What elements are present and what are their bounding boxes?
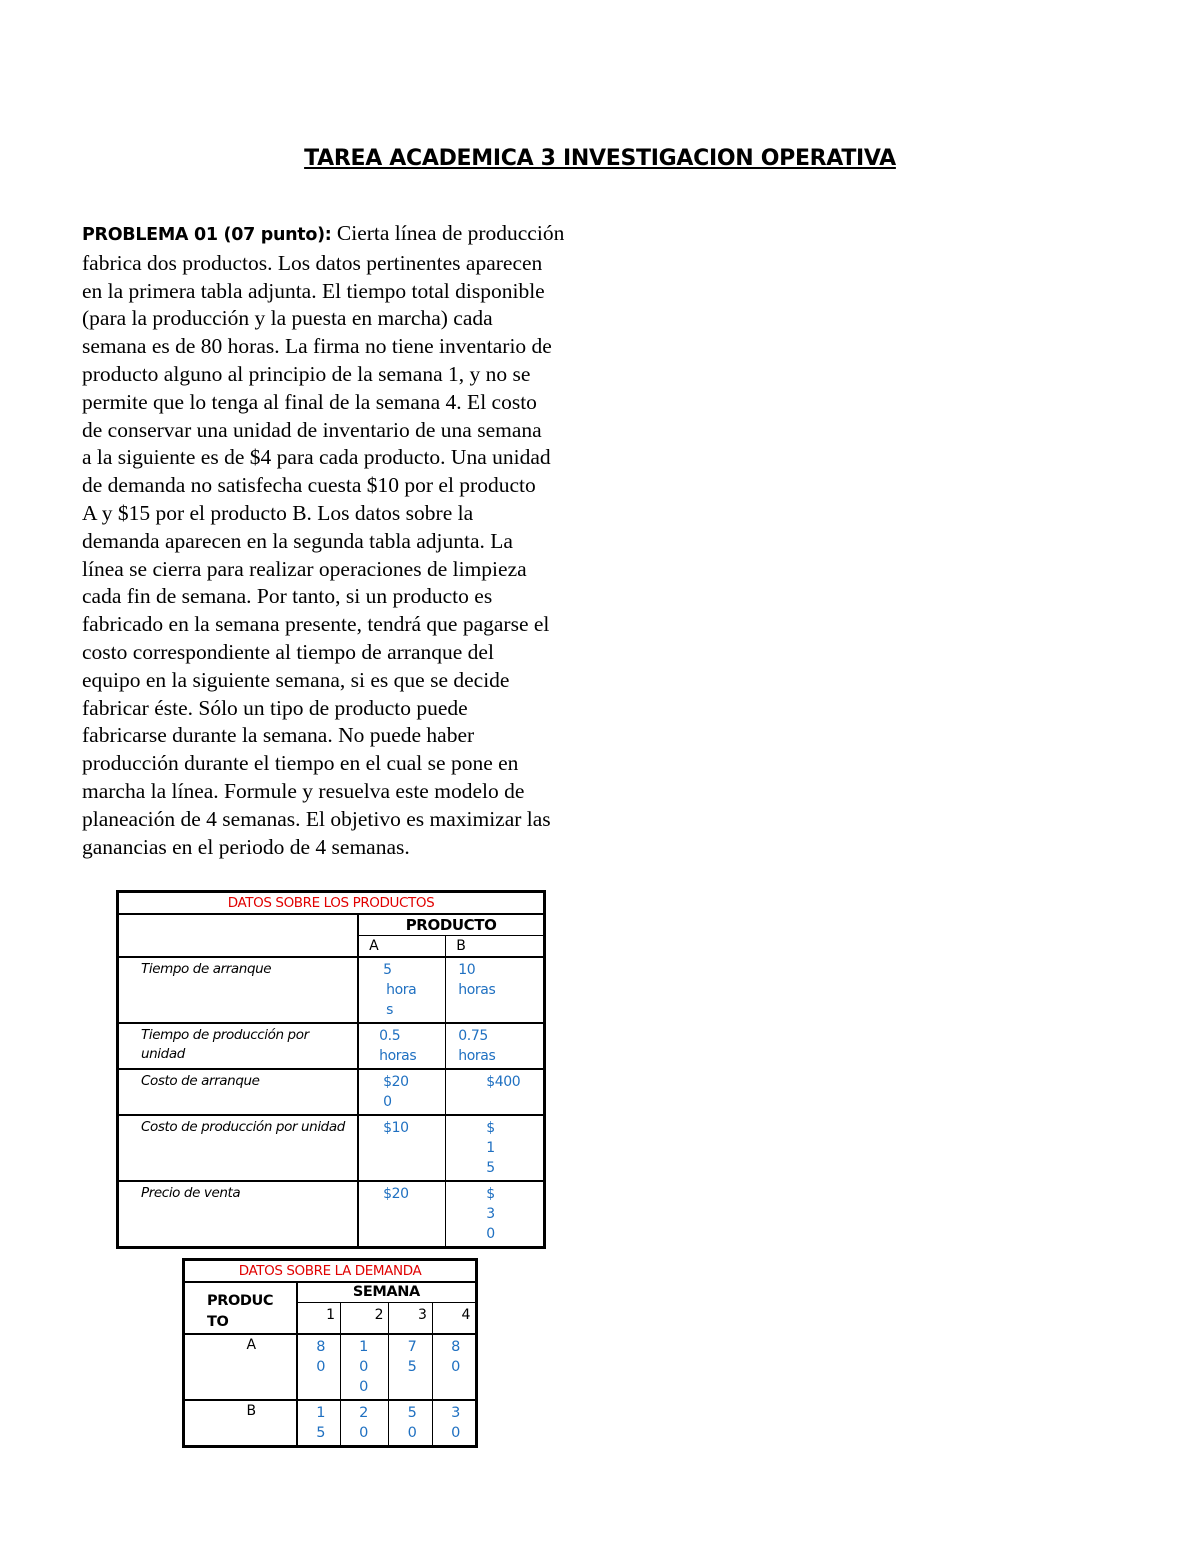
problem-line: línea se cierra para realizar operaciones de limpieza bbox=[82, 556, 527, 581]
problem-line: Cierta línea de producción bbox=[331, 221, 565, 245]
products-col-a: A bbox=[358, 936, 446, 958]
cell-a: $10 bbox=[358, 1115, 446, 1181]
problem-line: producto alguno al principio de la semana 1, y no se bbox=[82, 361, 531, 386]
problem-line: de conservar una unidad de inventario de una semana bbox=[82, 417, 542, 442]
product-label: B bbox=[184, 1400, 297, 1447]
demand-cell: 7 5 bbox=[389, 1334, 432, 1400]
problem-line: (para la producción y la puesta en marcha) cada bbox=[82, 306, 493, 331]
week-header: 2 bbox=[340, 1302, 388, 1334]
problem-statement bbox=[82, 220, 612, 861]
product-label: A bbox=[184, 1334, 297, 1400]
table-row bbox=[118, 1023, 545, 1069]
cell-a: 0.5 horas bbox=[358, 1023, 446, 1069]
row-label: Costo de arranque bbox=[118, 1069, 359, 1115]
problem-line: de demanda no satisfecha cuesta $10 por el producto bbox=[82, 473, 536, 498]
demand-table bbox=[182, 1258, 478, 1448]
cell-b: 10 horas bbox=[446, 957, 545, 1023]
cell-b: $ 1 5 bbox=[446, 1115, 545, 1181]
products-table-caption: DATOS SOBRE LOS PRODUCTOS bbox=[118, 892, 545, 915]
problem-line: fabricarse durante la semana. No puede haber bbox=[82, 723, 475, 748]
problem-line: en la primera tabla adjunta. El tiempo total disponible bbox=[82, 278, 545, 303]
demand-cell: 3 0 bbox=[432, 1400, 476, 1447]
cell-b: $ 3 0 bbox=[446, 1181, 545, 1248]
table-row bbox=[118, 1069, 545, 1115]
demand-product-header: PRODUC TO bbox=[184, 1282, 297, 1334]
cell-a: 5 hora s bbox=[358, 957, 446, 1023]
row-label: Precio de venta bbox=[118, 1181, 359, 1248]
problem-line: fabricado en la semana presente, tendrá que pagarse el bbox=[82, 612, 550, 637]
week-header: 3 bbox=[389, 1302, 432, 1334]
demand-cell: 5 0 bbox=[389, 1400, 432, 1447]
problem-line: ganancias en el periodo de 4 semanas. bbox=[82, 834, 410, 859]
problem-line: planeación de 4 semanas. El objetivo es maximizar las bbox=[82, 806, 551, 831]
demand-cell: 1 0 0 bbox=[340, 1334, 388, 1400]
problem-line: A y $15 por el producto B. Los datos sobre la bbox=[82, 500, 474, 525]
demand-group-header: SEMANA bbox=[297, 1282, 477, 1302]
products-table bbox=[116, 890, 546, 1249]
products-group-header: PRODUCTO bbox=[358, 914, 544, 936]
cell-a: $20 bbox=[358, 1181, 446, 1248]
problem-line: equipo en la siguiente semana, si es que se decide bbox=[82, 667, 510, 692]
table-row bbox=[118, 1115, 545, 1181]
document-title: TAREA ACADEMICA 3 INVESTIGACION OPERATIVA bbox=[304, 146, 896, 171]
table-row bbox=[184, 1400, 477, 1447]
cell-b: $400 bbox=[446, 1069, 545, 1115]
demand-cell: 2 0 bbox=[340, 1400, 388, 1447]
row-label: Costo de producción por unidad bbox=[118, 1115, 359, 1181]
cell-a: $20 0 bbox=[358, 1069, 446, 1115]
problem-line: marcha la línea. Formule y resuelva este modelo de bbox=[82, 778, 525, 803]
table-row bbox=[184, 1334, 477, 1400]
problem-line: permite que lo tenga al final de la semana 4. El costo bbox=[82, 389, 537, 414]
problem-line: fabricar éste. Sólo un tipo de producto puede bbox=[82, 695, 468, 720]
problem-line: costo correspondiente al tiempo de arranque del bbox=[82, 639, 494, 664]
problem-line: a la siguiente es de $4 para cada producto. Una unidad bbox=[82, 445, 551, 470]
problem-line: fabrica dos productos. Los datos pertinentes aparecen bbox=[82, 250, 543, 275]
demand-cell: 1 5 bbox=[297, 1400, 340, 1447]
row-label: Tiempo de arranque bbox=[118, 957, 359, 1023]
problem-line: semana es de 80 horas. La firma no tiene inventario de bbox=[82, 334, 552, 359]
demand-cell: 8 0 bbox=[297, 1334, 340, 1400]
week-header: 1 bbox=[297, 1302, 340, 1334]
problem-line: cada fin de semana. Por tanto, si un producto es bbox=[82, 584, 493, 609]
cell-b: 0.75 horas bbox=[446, 1023, 545, 1069]
demand-table-caption: DATOS SOBRE LA DEMANDA bbox=[184, 1260, 477, 1283]
problem-line: demanda aparecen en la segunda tabla adjunta. La bbox=[82, 528, 513, 553]
table-row bbox=[118, 1181, 545, 1248]
products-col-b: B bbox=[446, 936, 545, 958]
problem-label: PROBLEMA 01 (07 punto): bbox=[82, 225, 332, 245]
table-row bbox=[118, 957, 545, 1023]
row-label: Tiempo de producción por unidad bbox=[118, 1023, 359, 1069]
demand-cell: 8 0 bbox=[432, 1334, 476, 1400]
problem-line: producción durante el tiempo en el cual se pone en bbox=[82, 751, 519, 776]
products-table-corner bbox=[118, 914, 359, 957]
week-header: 4 bbox=[432, 1302, 476, 1334]
